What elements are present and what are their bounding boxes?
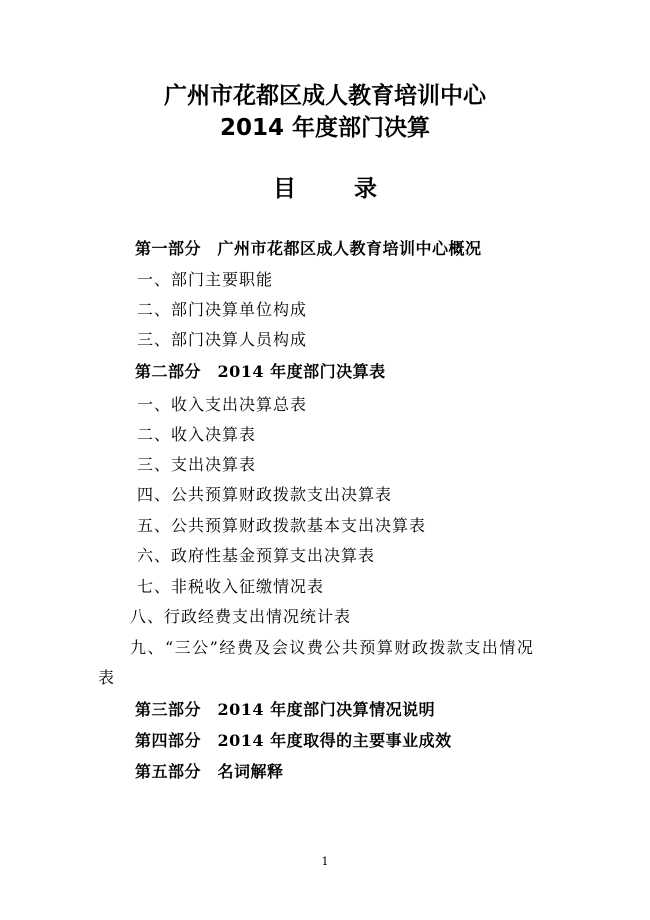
toc-part-4[interactable]: 第四部分 2014 年度取得的主要事业成效 xyxy=(135,731,452,750)
page-number: 1 xyxy=(321,855,329,868)
toc-entry[interactable]: 二、部门决算单位构成 xyxy=(137,300,308,319)
toc-part-1[interactable]: 第一部分 广州市花都区成人教育培训中心概况 xyxy=(135,239,482,258)
toc-heading-char-1: 目 xyxy=(273,176,296,202)
toc-part-2[interactable]: 第二部分 2014 年度部门决算表 xyxy=(135,362,386,381)
toc-entry[interactable]: 八、行政经费支出情况统计表 xyxy=(130,607,352,626)
toc-entry[interactable]: 四、公共预算财政拨款支出决算表 xyxy=(137,485,393,504)
toc-part-3[interactable]: 第三部分 2014 年度部门决算情况说明 xyxy=(135,700,436,719)
toc-entry[interactable]: 五、公共预算财政拨款基本支出决算表 xyxy=(137,516,427,535)
document-title-line-1: 广州市花都区成人教育培训中心 xyxy=(164,83,486,109)
toc-entry[interactable]: 六、政府性基金预算支出决算表 xyxy=(137,546,376,565)
toc-entry-continuation[interactable]: 表 xyxy=(98,668,116,687)
toc-heading xyxy=(0,174,650,204)
toc-entry[interactable]: 二、收入决算表 xyxy=(137,425,257,444)
toc-entry[interactable]: 一、部门主要职能 xyxy=(137,270,274,289)
toc-entry[interactable]: 九、“三公”经费及会议费公共预算财政拨款支出情况 xyxy=(130,638,535,657)
toc-entry[interactable]: 七、非税收入征缴情况表 xyxy=(137,577,325,596)
toc-entry[interactable]: 三、部门决算人员构成 xyxy=(137,330,308,349)
toc-entry[interactable]: 一、收入支出决算总表 xyxy=(137,395,308,414)
toc-heading-char-2: 录 xyxy=(354,176,377,202)
toc-entry[interactable]: 三、支出决算表 xyxy=(137,455,257,474)
document-title-line-2: 2014 年度部门决算 xyxy=(219,115,431,141)
toc-part-5[interactable]: 第五部分 名词解释 xyxy=(135,762,284,781)
